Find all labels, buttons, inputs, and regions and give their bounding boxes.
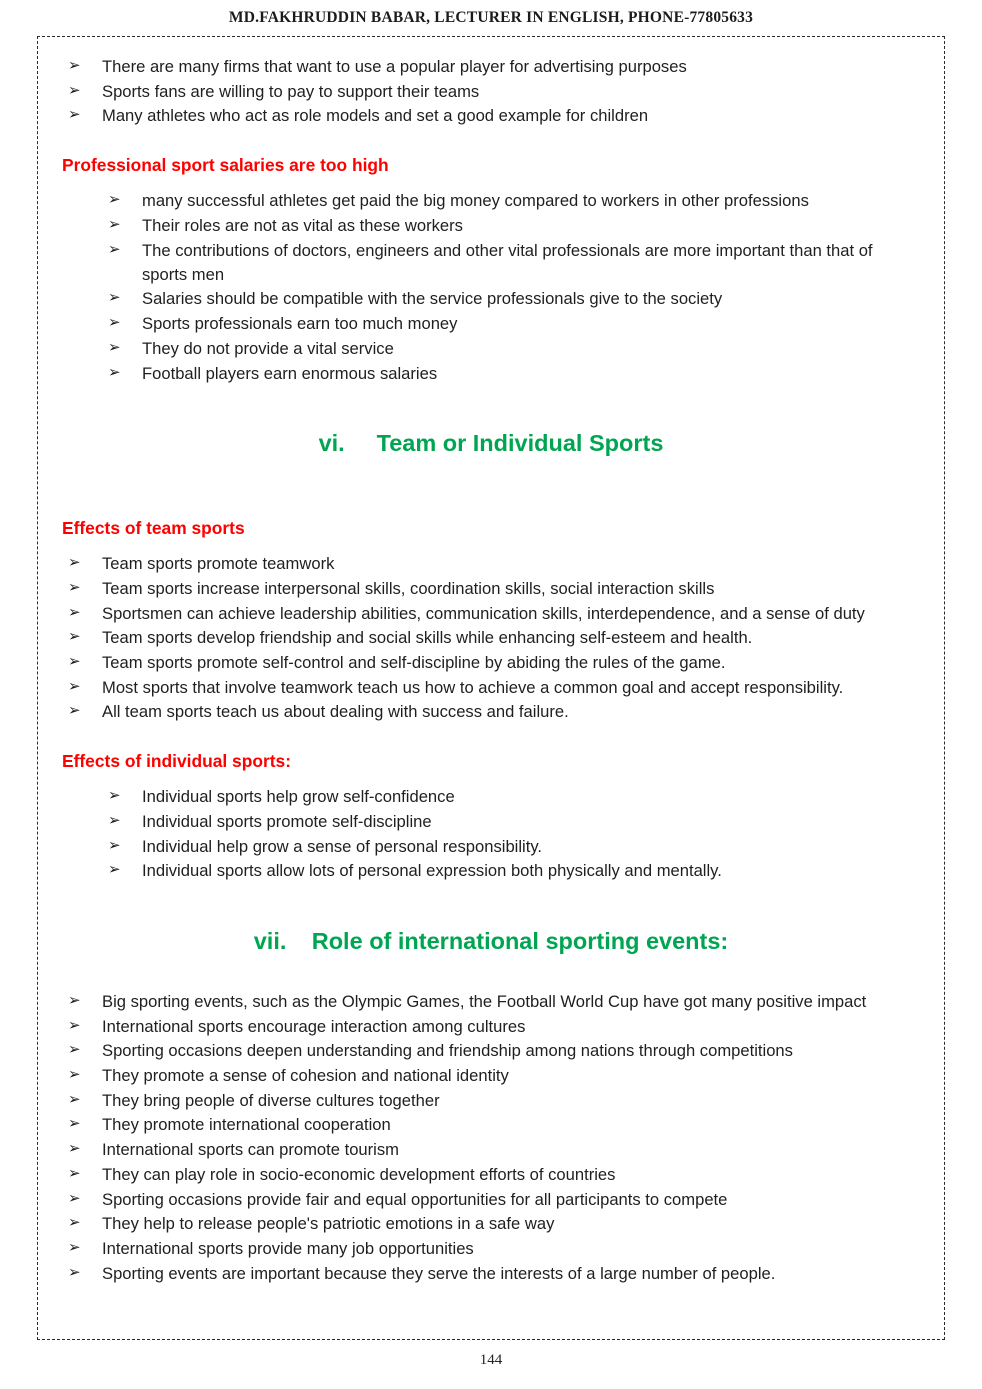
bullet-arrow-icon: ➢ — [68, 578, 81, 596]
list-item-label: Individual sports help grow self-confidence — [142, 787, 455, 807]
list-item-label: Team sports develop friendship and social skills while enhancing self-esteem and health. — [102, 628, 753, 648]
list-item — [62, 602, 920, 626]
list-item-label: Many athletes who act as role models and set a good example for children — [102, 106, 649, 126]
list-item-label: Team sports increase interpersonal skills, coordination skills, social interaction skills — [102, 578, 715, 598]
list-item-label: International sports provide many job opportunities — [102, 1239, 474, 1258]
heading-numeral: vi. — [318, 430, 345, 457]
list-item — [62, 651, 920, 675]
list-item-label: International sports encourage interaction among cultures — [102, 1016, 526, 1036]
list-item — [62, 990, 920, 1014]
list-team-sports-bullets — [62, 552, 920, 724]
list-salaries-bullets — [102, 189, 920, 386]
list-item-label: They promote a sense of cohesion and national identity — [102, 1066, 509, 1086]
bullet-arrow-icon: ➢ — [68, 57, 81, 74]
list-item — [62, 626, 920, 650]
list-item — [62, 80, 920, 104]
heading-numeral: vii. — [253, 927, 287, 954]
page-content-frame — [37, 36, 945, 1340]
list-item — [102, 835, 920, 859]
list-item-label: Football players earn enormous salaries — [142, 363, 438, 383]
list-item-label: Sports professionals earn too much money — [142, 314, 458, 334]
list-item-label: There are many firms that want to use a popular player for advertising purposes — [102, 57, 687, 76]
sections-root — [62, 55, 920, 1286]
list-item — [62, 1212, 920, 1236]
bullet-arrow-icon: ➢ — [68, 1041, 81, 1059]
bullet-arrow-icon: ➢ — [108, 314, 121, 332]
list-item-label: Sports fans are willing to pay to support their teams — [102, 81, 480, 101]
spacer-after-section-vi — [62, 458, 920, 492]
bullet-arrow-icon: ➢ — [68, 628, 81, 646]
bullet-arrow-icon: ➢ — [68, 1140, 81, 1158]
list-item — [102, 189, 920, 213]
list-item — [62, 1188, 920, 1212]
bullet-arrow-icon: ➢ — [108, 363, 121, 381]
list-item-label: They promote international cooperation — [102, 1115, 391, 1135]
list-item — [62, 104, 920, 128]
list-item — [62, 700, 920, 724]
heading-text: Role of international sporting events: — [311, 927, 729, 954]
bullet-arrow-icon: ➢ — [108, 338, 121, 356]
bullet-arrow-icon: ➢ — [68, 106, 81, 124]
bullet-arrow-icon: ➢ — [68, 1189, 81, 1207]
spacer-after-effects-individual-sports — [62, 772, 920, 785]
list-item — [62, 1237, 920, 1261]
list-item-label: Salaries should be compatible with the service professionals give to the society — [142, 289, 723, 309]
spacer-after-section-vii — [62, 956, 920, 990]
list-individual-sports-bullets — [102, 785, 920, 883]
list-international-events-bullets — [62, 990, 920, 1286]
bullet-arrow-icon: ➢ — [108, 861, 121, 879]
list-item — [102, 337, 920, 361]
list-item-label: They help to release people's patriotic emotions in a safe way — [102, 1214, 555, 1234]
spacer-before-section-vii — [62, 884, 920, 926]
bullet-arrow-icon: ➢ — [68, 1263, 81, 1281]
list-item-label: All team sports teach us about dealing with success and failure. — [102, 702, 569, 722]
list-item-label: They bring people of diverse cultures together — [102, 1090, 440, 1110]
heading-section-vi — [62, 428, 920, 458]
list-item — [62, 55, 920, 79]
list-item — [62, 577, 920, 601]
bullet-arrow-icon: ➢ — [108, 191, 121, 209]
bullet-arrow-icon: ➢ — [108, 787, 121, 805]
bullet-arrow-icon: ➢ — [68, 1164, 81, 1182]
list-item-label: Sportsmen can achieve leadership abilities, communication skills, interdependence, and a sense of duty — [102, 603, 865, 623]
bullet-arrow-icon: ➢ — [68, 1016, 81, 1034]
list-item — [62, 1089, 920, 1113]
bullet-arrow-icon: ➢ — [68, 81, 81, 99]
list-item-label: Sporting occasions deepen understanding and friendship among nations through competitions — [102, 1041, 793, 1061]
spacer-before-effects-team-sports — [62, 492, 920, 517]
list-item-label: Most sports that involve teamwork teach us how to achieve a common goal and accept responsibility. — [102, 677, 844, 697]
list-item — [62, 1138, 920, 1162]
list-item — [102, 287, 920, 311]
bullet-arrow-icon: ➢ — [68, 1115, 81, 1133]
bullet-arrow-icon: ➢ — [68, 677, 81, 695]
spacer-after-effects-team-sports — [62, 539, 920, 552]
bullet-arrow-icon: ➢ — [108, 215, 121, 233]
list-item-label: They do not provide a vital service — [142, 338, 394, 358]
list-item — [62, 676, 920, 700]
heading-salaries-too-high: Professional sport salaries are too high — [62, 155, 389, 176]
list-item — [62, 1039, 920, 1063]
heading-effects-individual-sports: Effects of individual sports: — [62, 751, 291, 772]
heading-section-vii — [62, 926, 920, 956]
list-item-label: Individual sports allow lots of personal expression both physically and mentally. — [142, 861, 722, 881]
list-item — [62, 1064, 920, 1088]
list-item-label: Team sports promote self-control and self-discipline by abiding the rules of the game. — [102, 653, 726, 673]
bullet-arrow-icon: ➢ — [68, 1090, 81, 1108]
list-intro-bullets — [62, 55, 920, 129]
bullet-arrow-icon: ➢ — [68, 554, 81, 572]
page-number: 144 — [479, 1352, 503, 1368]
list-item-label: Team sports promote teamwork — [102, 554, 335, 574]
list-item-label: Big sporting events, such as the Olympic Games, the Football World Cup have got many positive impact — [102, 991, 867, 1011]
list-item — [102, 810, 920, 834]
spacer-after-salaries-too-high — [62, 176, 920, 189]
spacer-before-effects-individual-sports — [62, 725, 920, 750]
page-header: MD.FAKHRUDDIN BABAR, LECTURER IN ENGLISH, PHONE-77805633 — [228, 9, 754, 26]
bullet-arrow-icon: ➢ — [68, 1239, 81, 1256]
list-item — [62, 1163, 920, 1187]
bullet-arrow-icon: ➢ — [108, 811, 121, 829]
bullet-arrow-icon: ➢ — [108, 836, 121, 854]
spacer-before-salaries-too-high — [62, 129, 920, 154]
list-item-label: Sporting occasions provide fair and equal opportunities for all participants to compete — [102, 1189, 728, 1209]
page-body — [38, 37, 944, 1296]
list-item-label: Their roles are not as vital as these workers — [142, 215, 463, 235]
list-item — [62, 1113, 920, 1137]
list-item — [102, 214, 920, 238]
list-item — [62, 1262, 920, 1286]
list-item-label: The contributions of doctors, engineers and other vital professionals are more important than that of sports men — [142, 240, 873, 284]
bullet-arrow-icon: ➢ — [68, 702, 81, 720]
spacer-before-section-vi — [62, 386, 920, 428]
list-item-label: Individual sports promote self-discipline — [142, 811, 432, 831]
list-item — [102, 859, 920, 883]
bullet-arrow-icon: ➢ — [68, 653, 81, 671]
bullet-arrow-icon: ➢ — [68, 603, 81, 621]
heading-text: Team or Individual Sports — [376, 430, 664, 457]
list-item-label: Individual help grow a sense of personal responsibility. — [142, 836, 543, 856]
heading-effects-team-sports: Effects of team sports — [62, 518, 245, 539]
list-item — [102, 312, 920, 336]
list-item-label: They can play role in socio-economic development efforts of countries — [102, 1164, 616, 1184]
bullet-arrow-icon: ➢ — [68, 1066, 81, 1084]
list-item — [102, 785, 920, 809]
list-item-label: International sports can promote tourism — [102, 1140, 399, 1160]
list-item-label: many successful athletes get paid the big money compared to workers in other professions — [142, 191, 809, 211]
bullet-arrow-icon: ➢ — [68, 1214, 81, 1232]
list-item — [102, 362, 920, 386]
bullet-arrow-icon: ➢ — [108, 289, 121, 307]
list-item — [62, 552, 920, 576]
list-item — [62, 1015, 920, 1039]
bullet-arrow-icon: ➢ — [108, 240, 121, 258]
list-item — [102, 239, 920, 287]
bullet-arrow-icon: ➢ — [68, 991, 81, 1009]
list-item-label: Sporting events are important because they serve the interests of a large number of people. — [102, 1263, 776, 1283]
